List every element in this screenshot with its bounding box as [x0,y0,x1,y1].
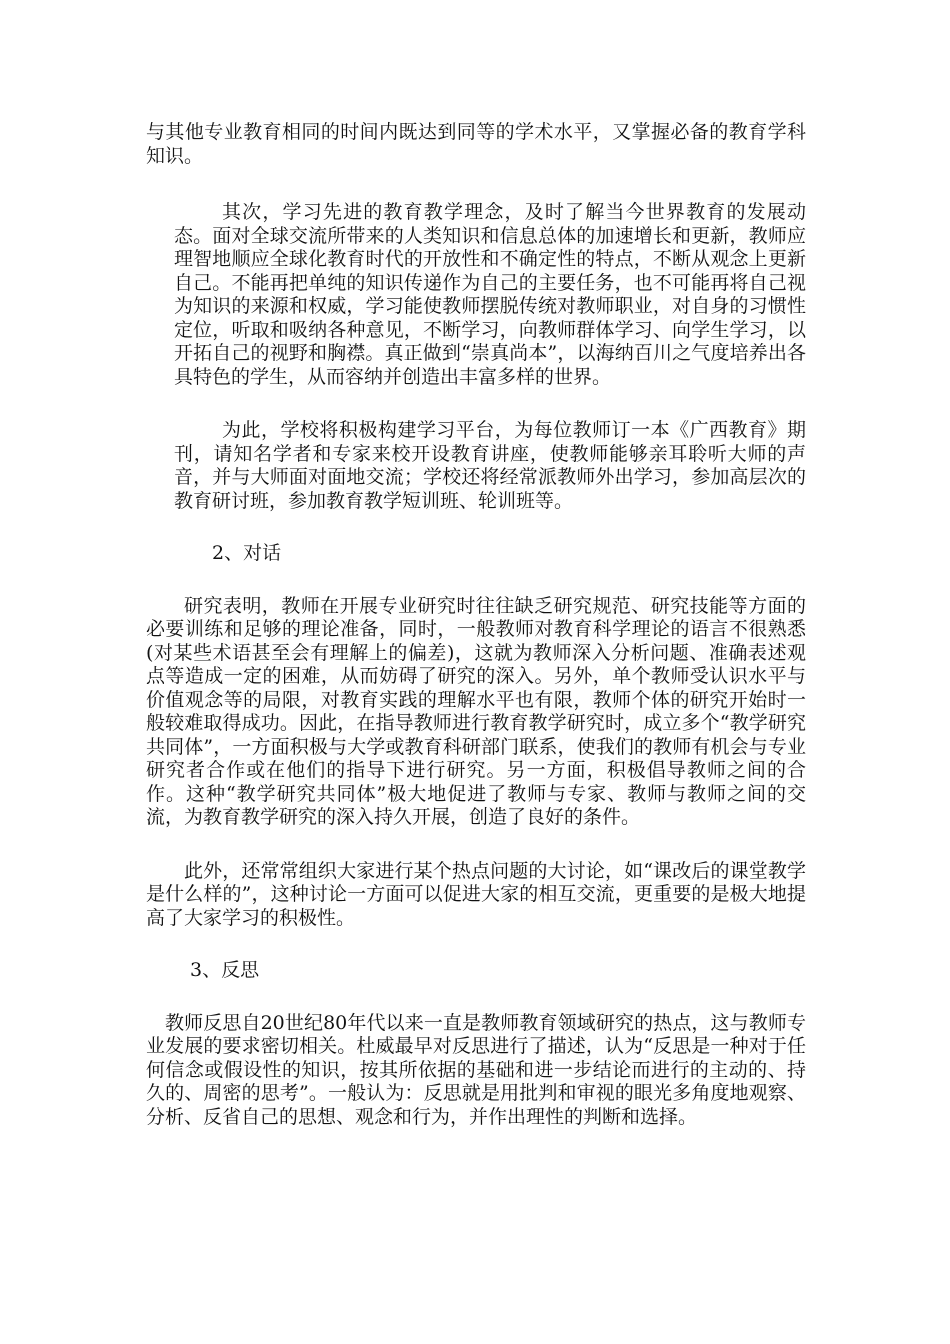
paragraph-discussion: 此外，还常常组织大家进行某个热点问题的大讨论，如“课改后的课堂教学是什么样的”，这种讨论一方面可以促进大家的相互交流，更重要的是极大地提高了大家学习的积极性。 [146,859,806,929]
section-heading-reflection: 3、反思 [190,959,260,981]
paragraph-learning-platform: 为此，学校将积极构建学习平台，为每位教师订一本《广西教育》期刊，请知名学者和专家来校开设教育讲座，使教师能够亲耳聆听大师的声音，并与大师面对面地交流；学校还将经常派教师外出学习，参加高层次的教育研讨班，参加教育教学短训班、轮训班等。 [174,419,806,512]
paragraph-learning-concepts: 其次，学习先进的教育教学理念，及时了解当今世界教育的发展动态。面对全球交流所带来的人类知识和信息总体的加速增长和更新，教师应理智地顺应全球化教育时代的开放性和不确定性的特点，不断从观念上更新自己。不能再把单纯的知识传递作为自己的主要任务，也不可能再将自己视为知识的来源和权威，学习能使教师摆脱传统对教师职业，对自身的习惯性定位，听取和吸纳各种意见，不断学习，向教师群体学习、向学生学习，以开拓自己的视野和胸襟。真正做到“崇真尚本”，以海纳百川之气度培养出各具特色的学生，从而容纳并创造出丰富多样的世界。 [174,201,806,388]
document-body [146,121,806,1129]
section-heading-dialogue: 2、对话 [212,542,282,564]
paragraph-continuation: 与其他专业教育相同的时间内既达到同等的学术水平，又掌握必备的教育学科知识。 [146,121,806,167]
paragraph-reflection: 教师反思自20世纪80年代以来一直是教师教育领域研究的热点，这与教师专业发展的要求密切相关。杜威最早对反思进行了描述，认为“反思是一种对于任何信念或假设性的知识，按其所依据的基础和进一步结论而进行的主动的、持久的、周密的思考”。一般认为：反思就是用批判和审视的眼光多角度地观察、分析、反省自己的思想、观念和行为，并作出理性的判断和选择。 [146,1011,806,1128]
paragraph-research-community: 研究表明，教师在开展专业研究时往往缺乏研究规范、研究技能等方面的必要训练和足够的理论准备，同时，一般教师对教育科学理论的语言不很熟悉(对某些术语甚至会有理解上的偏差)，这就为教师深入分析问题、准确表述观点等造成一定的困难，从而妨碍了研究的深入。另外，单个教师受认识水平与价值观念等的局限，对教育实践的理解水平也有限，教师个体的研究开始时一般较难取得成功。因此，在指导教师进行教育教学研究时，成立多个“教学研究共同体”，一方面积极与大学或教育科研部门联系，使我们的教师有机会与专业研究者合作或在他们的指导下进行研究。另一方面，积极倡导教师之间的合作。这种“教学研究共同体”极大地促进了教师与专家、教师与教师之间的交流，为教育教学研究的深入持久开展，创造了良好的条件。 [146,594,806,828]
